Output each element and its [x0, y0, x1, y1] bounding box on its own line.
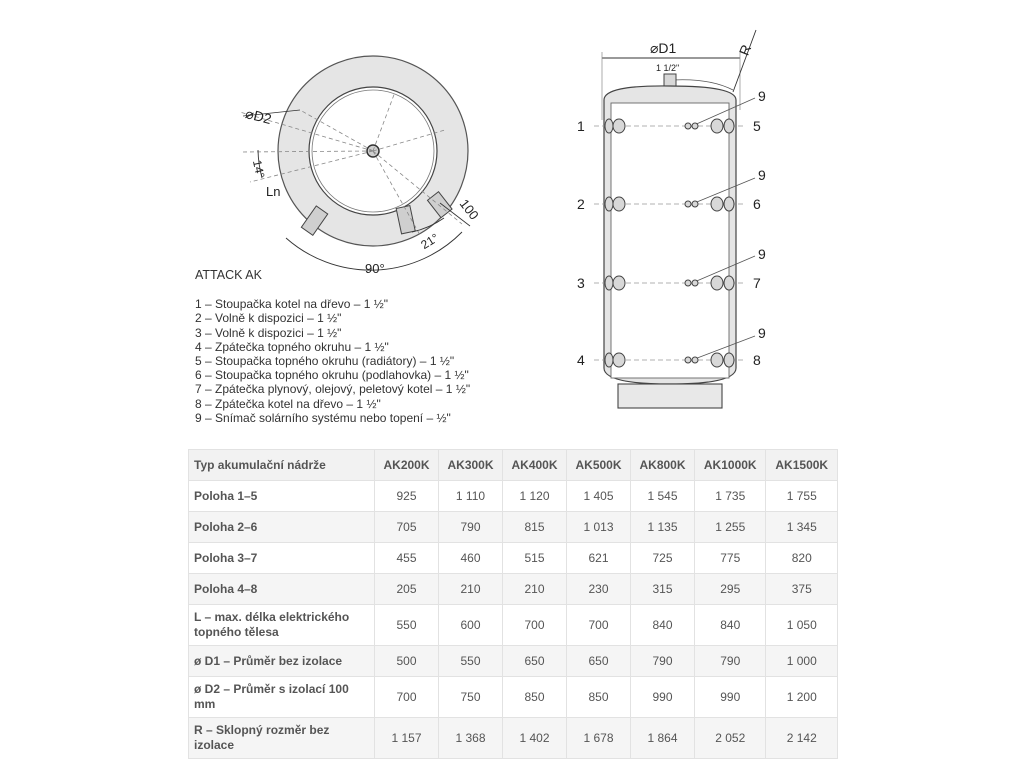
table-cell: 455 [375, 543, 439, 574]
table-cell: 550 [375, 605, 439, 646]
table-cell: 515 [503, 543, 567, 574]
port-1 [605, 119, 625, 133]
port-label-3: 3 [577, 275, 585, 291]
header-ak1000k: AK1000K [695, 450, 766, 481]
port-4 [605, 353, 625, 367]
table-cell: 700 [375, 677, 439, 718]
port-label-6: 6 [753, 196, 761, 212]
table-cell: 725 [631, 543, 695, 574]
table-cell: 650 [567, 646, 631, 677]
table-cell: 815 [503, 512, 567, 543]
row-label: Poloha 1–5 [189, 481, 375, 512]
table-row [189, 543, 838, 574]
port-3 [605, 276, 625, 290]
table-cell: 460 [439, 543, 503, 574]
table-cell: 840 [695, 605, 766, 646]
row-label: Poloha 4–8 [189, 574, 375, 605]
table-cell: 1 000 [766, 646, 838, 677]
row-label: Poloha 3–7 [189, 543, 375, 574]
table-cell: 990 [631, 677, 695, 718]
port-2 [605, 197, 625, 211]
legend-item: 3 – Volně k dispozici – 1 ½" [195, 325, 342, 340]
table-cell: 1 864 [631, 718, 695, 759]
table-cell: 315 [631, 574, 695, 605]
table-cell: 1 135 [631, 512, 695, 543]
header-ak800k: AK800K [631, 450, 695, 481]
r-label: R [735, 42, 755, 58]
d1-label: ⌀D1 [650, 40, 677, 56]
table-row [189, 718, 838, 759]
table-cell: 990 [695, 677, 766, 718]
sensor-label-2: 9 [758, 167, 766, 183]
table-cell: 1 545 [631, 481, 695, 512]
table-cell: 790 [695, 646, 766, 677]
table-cell: 750 [439, 677, 503, 718]
table-row [189, 481, 838, 512]
header-type: Typ akumulační nádrže [189, 450, 375, 481]
header-ak500k: AK500K [567, 450, 631, 481]
header-ak300k: AK300K [439, 450, 503, 481]
tank-base [618, 384, 722, 408]
port-label-4: 4 [577, 352, 585, 368]
table-cell: 1 013 [567, 512, 631, 543]
legend-item: 9 – Snímač solárního systému nebo topení – ½" [195, 410, 451, 425]
table-row [189, 677, 838, 718]
table-cell: 850 [567, 677, 631, 718]
table-header-row [189, 450, 838, 481]
table-cell: 790 [439, 512, 503, 543]
tank-spec-table [188, 449, 838, 759]
header-ak400k: AK400K [503, 450, 567, 481]
table-cell: 205 [375, 574, 439, 605]
table-cell: 1 405 [567, 481, 631, 512]
row-label: ø D1 – Průměr bez izolace [189, 646, 375, 677]
table-cell: 1 678 [567, 718, 631, 759]
table-row [189, 605, 838, 646]
table-cell: 1 110 [439, 481, 503, 512]
table-cell: 2 052 [695, 718, 766, 759]
table-cell: 840 [631, 605, 695, 646]
sensor-label-1: 9 [758, 88, 766, 104]
table-cell: 1 402 [503, 718, 567, 759]
table-cell: 500 [375, 646, 439, 677]
table-cell: 790 [631, 646, 695, 677]
table-cell: 1 345 [766, 512, 838, 543]
port-label-2: 2 [577, 196, 585, 212]
thread-label: 1 1/2" [656, 63, 680, 73]
table-cell: 600 [439, 605, 503, 646]
connection-legend [195, 268, 470, 425]
port-label-8: 8 [753, 352, 761, 368]
table-cell: 1 735 [695, 481, 766, 512]
table-cell: 210 [503, 574, 567, 605]
ln-label: Ln [266, 184, 281, 199]
legend-item: 1 – Stoupačka kotel na dřevo – 1 ½" [195, 297, 389, 312]
port-label-1: 1 [577, 118, 585, 134]
d2-label: ⌀D2 [243, 105, 274, 128]
angle-14-label: 14° [249, 158, 268, 180]
dim-100-label: 100 [456, 196, 482, 223]
sensor-label-4: 9 [758, 325, 766, 341]
header-ak200k: AK200K [375, 450, 439, 481]
table-cell: 1 050 [766, 605, 838, 646]
legend-item: 7 – Zpátečka plynový, olejový, peletový kotel – 1 ½" [195, 382, 471, 397]
legend-item: 4 – Zpátečka topného okruhu – 1 ½" [195, 339, 389, 354]
angle-21-label: 21° [418, 230, 442, 253]
table-cell: 850 [503, 677, 567, 718]
header-ak1500k: AK1500K [766, 450, 838, 481]
table-cell: 295 [695, 574, 766, 605]
top-view [240, 56, 482, 276]
legend-title: ATTACK AK [195, 268, 262, 282]
port-label-5: 5 [753, 118, 761, 134]
row-label: L – max. délka elektrického topného tělesa [189, 605, 375, 646]
table-cell: 820 [766, 543, 838, 574]
table-cell: 700 [503, 605, 567, 646]
table-cell: 621 [567, 543, 631, 574]
table-cell: 1 368 [439, 718, 503, 759]
table-cell: 1 157 [375, 718, 439, 759]
table-cell: 700 [567, 605, 631, 646]
table-cell: 210 [439, 574, 503, 605]
side-view [577, 30, 766, 408]
legend-item: 6 – Stoupačka topného okruhu (podlahovka) – 1 ½" [195, 368, 469, 383]
table-cell: 650 [503, 646, 567, 677]
table-cell: 1 755 [766, 481, 838, 512]
table-cell: 2 142 [766, 718, 838, 759]
legend-item: 8 – Zpátečka kotel na dřevo – 1 ½" [195, 396, 381, 411]
row-label: Poloha 2–6 [189, 512, 375, 543]
angle-90-label: 90° [365, 261, 385, 276]
table-cell: 925 [375, 481, 439, 512]
table-cell: 550 [439, 646, 503, 677]
table-cell: 1 120 [503, 481, 567, 512]
table-cell: 775 [695, 543, 766, 574]
table-cell: 1 200 [766, 677, 838, 718]
table-row [189, 512, 838, 543]
table-row [189, 646, 838, 677]
sensor-label-3: 9 [758, 246, 766, 262]
legend-item: 5 – Stoupačka topného okruhu (radiátory) – 1 ½" [195, 354, 455, 369]
port-label-7: 7 [753, 275, 761, 291]
table-cell: 705 [375, 512, 439, 543]
legend-item: 2 – Volně k dispozici – 1 ½" [195, 311, 342, 326]
table-row [189, 574, 838, 605]
table-cell: 375 [766, 574, 838, 605]
row-label: R – Sklopný rozměr bez izolace [189, 718, 375, 759]
row-label: ø D2 – Průměr s izolací 100 mm [189, 677, 375, 718]
table-cell: 230 [567, 574, 631, 605]
legend-list [195, 297, 470, 425]
table-cell: 1 255 [695, 512, 766, 543]
top-nozzle [664, 74, 676, 86]
